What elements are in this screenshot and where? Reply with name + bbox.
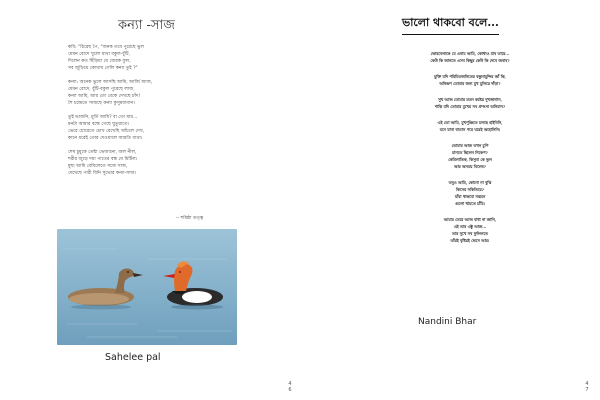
photo-caption: Sahelee pal: [105, 352, 161, 363]
stanza: [68, 114, 268, 142]
right-page: [300, 0, 600, 400]
poem-line: ভোরবেলাকে যে এনাম আমি, কোথাও যাব তারে...: [430, 51, 510, 56]
author-caption: Nandini Bhar: [418, 317, 477, 327]
poem-line: শৈ চন্দ্রেতে সাজছে কন্যা কুসুমবাগান।: [68, 101, 135, 106]
page-number-digit: 7: [585, 387, 589, 393]
stanza: [395, 119, 545, 133]
page-number-digit: 6: [288, 387, 292, 393]
poem-line: শেষ চুমুকে তেষ্টা ভেজানো, জল নীল,: [68, 150, 137, 155]
poem-line: আর অসময় বিলেষ?: [454, 164, 486, 169]
poem-line: দিলেন কত ছিঁড়িয়া যে বোরক ফুল,: [68, 59, 131, 64]
poem-signature: -- শমিষ্ঠা তত্ত্ব: [176, 216, 204, 221]
poem-line: তাঁরই বৃষ্টিরই ভেসে আর!: [450, 238, 490, 243]
page-title-left: কন্যা -সাজ: [118, 18, 175, 33]
page-number-digit: 4: [288, 381, 292, 387]
poem-line: শান্তি যদি তোমার মুখের সব প্রশংসা অনিমান?: [434, 104, 506, 109]
poem-line: কবি: "চিরেছ পৈ, "জনক তবে পুরেছে ভুল: [68, 45, 144, 50]
poem-line: তার সুখে সব ফুলিলতে: [452, 231, 488, 236]
poem-line: মুছ্য আমি বেমিলেতে সজে সাজ,: [68, 164, 128, 169]
poem-line: ভেরে চোরেতে চোখ রেখেছি আঁচলে দেখ,: [68, 129, 145, 134]
page-number-digit: 4: [585, 381, 589, 387]
poem-line: যেমন রোদে খুলো মাথা বকুল-বুঁটি,: [68, 52, 131, 57]
poem-line: এই তার এক্টু আজ...: [453, 224, 487, 229]
poem-line: মনটা আমার বন্ধে গেছে যুতুরাতে।: [68, 122, 130, 127]
poem-line: মুক্তি যদি পরিচিতজনিতের বন্ধুনামুন্দির জাঁ কি,: [434, 74, 506, 79]
poem-line: মানতে ছিলেন নিকেপ?: [452, 150, 488, 155]
poem-line: মনে যানা বাতাস পরে ঘরেই অহোনিনি।: [439, 127, 501, 132]
poem-line: কেউ কি জানতে এসব কিছুর কেউ কি দেবে জবাব?: [430, 58, 510, 63]
stanza: [395, 73, 545, 87]
poem-line: কন্যা: অনেক ভুলে আসছি আমি, আর্জি আজ,: [68, 80, 153, 85]
poem-left: [68, 44, 268, 184]
poem-line: তুই ভাজনি, মুর্তি আমি? বা তো মার...: [68, 115, 138, 120]
poem-line: অনিন্দ্রণ তোমার জন্য মুখ মুলিয়ে দাঁড়া?: [439, 81, 501, 86]
poem-line: এই তো আমি, মুখপুঞ্জিতে চলছে হাইবিনি,: [437, 120, 503, 125]
page-number-left: [285, 381, 295, 393]
poem-line: কন্যা আমি, আর তো বেকে দেখছে চাঁদ!: [68, 94, 141, 99]
poem-line: সব জুড়িয়ে কোথায় গেলি কন্যা তুই ?": [68, 66, 138, 71]
stanza: [395, 142, 545, 170]
poem-line: শরীর জুড়ে দয়া পাতের বন্ধ যে মিটিল।: [68, 157, 138, 162]
poem-line: যাঁরা থাকবো সন্ত্রমন: [454, 194, 486, 199]
poem-line: যেমন রোদে, বুঁটি-বকুল পুরেছে লাজ,: [68, 87, 135, 92]
stanza: [68, 149, 268, 177]
poem-right: [395, 50, 545, 253]
stanza: [68, 44, 268, 72]
poem-line: কেমিলাতিক, কিসুবা কে ভুল: [448, 157, 492, 162]
ducks-photo: [57, 229, 237, 345]
poem-line: দেখেছে পারী বিনি সুভোর কন্যা-সাজ।: [68, 171, 137, 176]
stanza: [395, 179, 545, 207]
poem-line: আমার তেরে আজ বাধা না জানি,: [443, 217, 497, 222]
poem-line: কিসের সকিতিরে?: [456, 187, 484, 192]
stanza: [68, 79, 268, 107]
poem-line: তবুও আমি, কোনো না বুঝি: [448, 180, 492, 185]
poem-line: গুলো থামতে চাঁচি।: [455, 201, 485, 206]
page-title-right: ভালো থাকবো বলে...: [402, 14, 499, 35]
stanza: [395, 96, 545, 110]
stanza: [395, 50, 545, 64]
poem-line: তোমার আজ তখন চুপি: [451, 143, 489, 148]
stanza: [395, 216, 545, 244]
page-number-right: [582, 381, 592, 393]
poem-line: কানে ধরেই তোর দেওয়ালে আরতি ব্যথা।: [68, 136, 143, 141]
poem-line: সুখ আজ তোমার মতন কষ্টেয় দুখজাগান,: [438, 97, 502, 102]
